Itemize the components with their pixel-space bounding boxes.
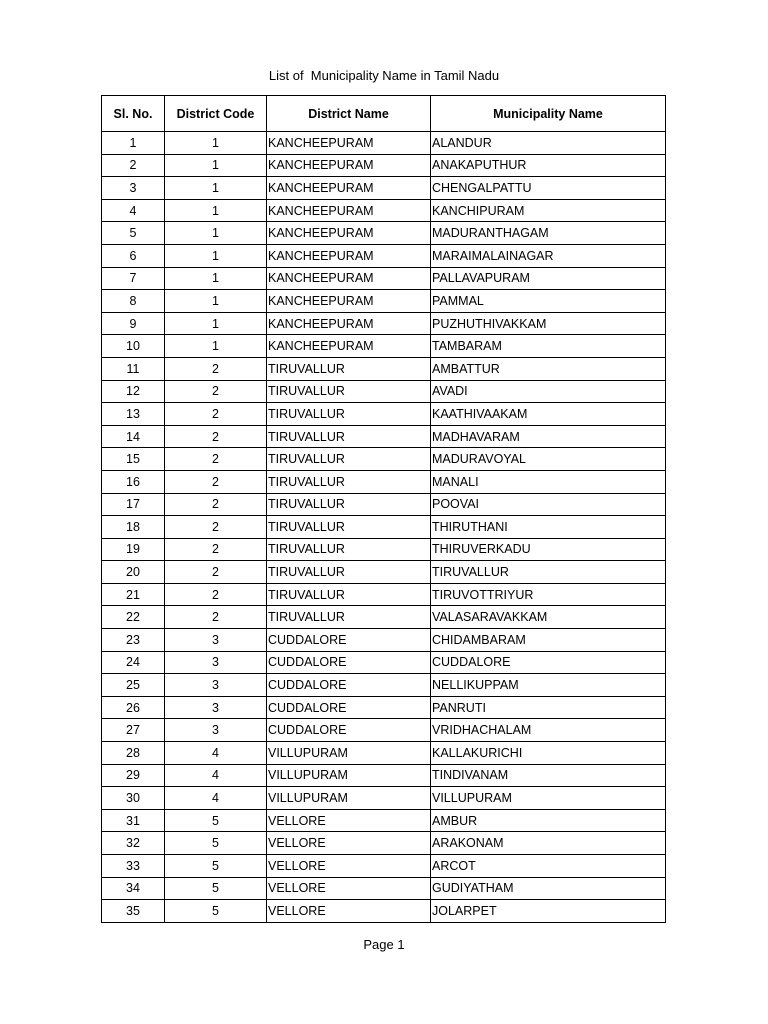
table-row xyxy=(102,222,666,245)
cell-municipality-name: KALLAKURICHI xyxy=(431,742,666,765)
cell-municipality-name: MADURAVOYAL xyxy=(431,448,666,471)
table-row xyxy=(102,719,666,742)
table-row xyxy=(102,606,666,629)
cell-sl-no: 14 xyxy=(102,425,165,448)
cell-district-name: TIRUVALLUR xyxy=(267,538,431,561)
table-row xyxy=(102,696,666,719)
cell-district-code: 2 xyxy=(165,357,267,380)
cell-sl-no: 20 xyxy=(102,561,165,584)
table-body xyxy=(102,132,666,923)
cell-municipality-name: TIRUVALLUR xyxy=(431,561,666,584)
table-row xyxy=(102,516,666,539)
table-row xyxy=(102,538,666,561)
cell-sl-no: 23 xyxy=(102,629,165,652)
cell-municipality-name: ARCOT xyxy=(431,855,666,878)
cell-district-name: KANCHEEPURAM xyxy=(267,244,431,267)
cell-municipality-name: POOVAI xyxy=(431,493,666,516)
cell-sl-no: 4 xyxy=(102,199,165,222)
cell-district-code: 4 xyxy=(165,764,267,787)
cell-district-code: 5 xyxy=(165,855,267,878)
cell-sl-no: 30 xyxy=(102,787,165,810)
cell-district-code: 3 xyxy=(165,651,267,674)
cell-district-code: 2 xyxy=(165,493,267,516)
cell-sl-no: 3 xyxy=(102,177,165,200)
cell-sl-no: 26 xyxy=(102,696,165,719)
table-row xyxy=(102,561,666,584)
cell-municipality-name: MADURANTHAGAM xyxy=(431,222,666,245)
cell-municipality-name: CHENGALPATTU xyxy=(431,177,666,200)
header-municipality-name: Municipality Name xyxy=(431,96,666,132)
cell-sl-no: 10 xyxy=(102,335,165,358)
cell-municipality-name: PALLAVAPURAM xyxy=(431,267,666,290)
cell-municipality-name: NELLIKUPPAM xyxy=(431,674,666,697)
cell-municipality-name: VRIDHACHALAM xyxy=(431,719,666,742)
cell-district-name: KANCHEEPURAM xyxy=(267,177,431,200)
cell-district-name: KANCHEEPURAM xyxy=(267,267,431,290)
cell-municipality-name: CHIDAMBARAM xyxy=(431,629,666,652)
table-row xyxy=(102,651,666,674)
cell-district-code: 5 xyxy=(165,877,267,900)
cell-district-code: 1 xyxy=(165,335,267,358)
cell-district-name: CUDDALORE xyxy=(267,674,431,697)
cell-district-code: 1 xyxy=(165,244,267,267)
table-row xyxy=(102,448,666,471)
cell-municipality-name: ALANDUR xyxy=(431,132,666,155)
header-sl-no: Sl. No. xyxy=(102,96,165,132)
cell-district-code: 2 xyxy=(165,403,267,426)
cell-district-code: 1 xyxy=(165,222,267,245)
cell-sl-no: 1 xyxy=(102,132,165,155)
table-row xyxy=(102,855,666,878)
cell-district-name: TIRUVALLUR xyxy=(267,403,431,426)
cell-district-code: 3 xyxy=(165,674,267,697)
cell-district-name: TIRUVALLUR xyxy=(267,470,431,493)
cell-district-code: 1 xyxy=(165,154,267,177)
table-row xyxy=(102,742,666,765)
cell-district-code: 3 xyxy=(165,629,267,652)
cell-district-code: 1 xyxy=(165,312,267,335)
cell-district-name: VELLORE xyxy=(267,900,431,923)
cell-municipality-name: ANAKAPUTHUR xyxy=(431,154,666,177)
cell-sl-no: 8 xyxy=(102,290,165,313)
table-row xyxy=(102,832,666,855)
table-row xyxy=(102,132,666,155)
cell-municipality-name: GUDIYATHAM xyxy=(431,877,666,900)
cell-district-code: 1 xyxy=(165,267,267,290)
cell-municipality-name: TIRUVOTTRIYUR xyxy=(431,583,666,606)
cell-district-code: 2 xyxy=(165,425,267,448)
cell-district-code: 5 xyxy=(165,900,267,923)
cell-sl-no: 12 xyxy=(102,380,165,403)
cell-district-name: KANCHEEPURAM xyxy=(267,312,431,335)
cell-district-code: 5 xyxy=(165,832,267,855)
cell-district-name: TIRUVALLUR xyxy=(267,448,431,471)
cell-district-code: 2 xyxy=(165,380,267,403)
table-row xyxy=(102,177,666,200)
cell-sl-no: 11 xyxy=(102,357,165,380)
cell-sl-no: 16 xyxy=(102,470,165,493)
cell-municipality-name: PUZHUTHIVAKKAM xyxy=(431,312,666,335)
table-row xyxy=(102,470,666,493)
cell-municipality-name: JOLARPET xyxy=(431,900,666,923)
header-district-code: District Code xyxy=(165,96,267,132)
cell-district-name: KANCHEEPURAM xyxy=(267,290,431,313)
cell-sl-no: 33 xyxy=(102,855,165,878)
table-row xyxy=(102,583,666,606)
cell-sl-no: 13 xyxy=(102,403,165,426)
table-row xyxy=(102,674,666,697)
cell-district-name: KANCHEEPURAM xyxy=(267,199,431,222)
cell-sl-no: 15 xyxy=(102,448,165,471)
cell-district-code: 4 xyxy=(165,742,267,765)
cell-municipality-name: KANCHIPURAM xyxy=(431,199,666,222)
cell-district-name: KANCHEEPURAM xyxy=(267,132,431,155)
cell-municipality-name: CUDDALORE xyxy=(431,651,666,674)
cell-sl-no: 18 xyxy=(102,516,165,539)
cell-district-name: TIRUVALLUR xyxy=(267,493,431,516)
cell-sl-no: 27 xyxy=(102,719,165,742)
cell-district-code: 1 xyxy=(165,177,267,200)
cell-municipality-name: TAMBARAM xyxy=(431,335,666,358)
table-row xyxy=(102,629,666,652)
municipality-table xyxy=(101,95,666,923)
cell-municipality-name: PANRUTI xyxy=(431,696,666,719)
page-number: Page 1 xyxy=(363,937,405,952)
cell-district-name: TIRUVALLUR xyxy=(267,357,431,380)
table-row xyxy=(102,290,666,313)
header-district-name: District Name xyxy=(267,96,431,132)
cell-district-name: TIRUVALLUR xyxy=(267,561,431,584)
cell-municipality-name: THIRUTHANI xyxy=(431,516,666,539)
cell-district-code: 4 xyxy=(165,787,267,810)
cell-sl-no: 34 xyxy=(102,877,165,900)
cell-district-code: 2 xyxy=(165,606,267,629)
cell-district-name: VILLUPURAM xyxy=(267,742,431,765)
cell-district-name: TIRUVALLUR xyxy=(267,583,431,606)
cell-municipality-name: ARAKONAM xyxy=(431,832,666,855)
cell-sl-no: 25 xyxy=(102,674,165,697)
cell-municipality-name: AVADI xyxy=(431,380,666,403)
cell-sl-no: 17 xyxy=(102,493,165,516)
cell-municipality-name: PAMMAL xyxy=(431,290,666,313)
cell-district-code: 3 xyxy=(165,696,267,719)
cell-sl-no: 5 xyxy=(102,222,165,245)
cell-municipality-name: AMBATTUR xyxy=(431,357,666,380)
cell-district-name: TIRUVALLUR xyxy=(267,606,431,629)
cell-district-code: 1 xyxy=(165,290,267,313)
table-row xyxy=(102,199,666,222)
table-row xyxy=(102,493,666,516)
table-row xyxy=(102,900,666,923)
cell-municipality-name: THIRUVERKADU xyxy=(431,538,666,561)
table-row xyxy=(102,809,666,832)
cell-municipality-name: MARAIMALAINAGAR xyxy=(431,244,666,267)
cell-sl-no: 7 xyxy=(102,267,165,290)
cell-municipality-name: VILLUPURAM xyxy=(431,787,666,810)
table-row xyxy=(102,787,666,810)
cell-district-name: KANCHEEPURAM xyxy=(267,222,431,245)
cell-municipality-name: AMBUR xyxy=(431,809,666,832)
cell-district-name: VELLORE xyxy=(267,809,431,832)
cell-sl-no: 24 xyxy=(102,651,165,674)
cell-municipality-name: MANALI xyxy=(431,470,666,493)
document-title: List of Municipality Name in Tamil Nadu xyxy=(268,68,500,83)
table-row xyxy=(102,312,666,335)
cell-sl-no: 35 xyxy=(102,900,165,923)
cell-municipality-name: MADHAVARAM xyxy=(431,425,666,448)
cell-district-name: KANCHEEPURAM xyxy=(267,335,431,358)
table-row xyxy=(102,877,666,900)
cell-district-code: 2 xyxy=(165,516,267,539)
cell-sl-no: 6 xyxy=(102,244,165,267)
table-row xyxy=(102,425,666,448)
cell-district-name: VELLORE xyxy=(267,832,431,855)
cell-district-code: 2 xyxy=(165,538,267,561)
cell-sl-no: 9 xyxy=(102,312,165,335)
table-row xyxy=(102,403,666,426)
cell-district-code: 2 xyxy=(165,448,267,471)
cell-sl-no: 19 xyxy=(102,538,165,561)
cell-sl-no: 31 xyxy=(102,809,165,832)
header-row xyxy=(102,96,666,132)
table-row xyxy=(102,154,666,177)
table-row xyxy=(102,357,666,380)
table-row xyxy=(102,267,666,290)
cell-district-name: VILLUPURAM xyxy=(267,787,431,810)
cell-district-name: CUDDALORE xyxy=(267,629,431,652)
table-header xyxy=(102,96,666,132)
cell-district-code: 1 xyxy=(165,199,267,222)
cell-district-name: VELLORE xyxy=(267,877,431,900)
cell-district-name: TIRUVALLUR xyxy=(267,425,431,448)
cell-district-name: CUDDALORE xyxy=(267,719,431,742)
cell-municipality-name: KAATHIVAAKAM xyxy=(431,403,666,426)
cell-district-code: 2 xyxy=(165,470,267,493)
cell-district-name: VELLORE xyxy=(267,855,431,878)
table-row xyxy=(102,764,666,787)
cell-municipality-name: TINDIVANAM xyxy=(431,764,666,787)
cell-municipality-name: VALASARAVAKKAM xyxy=(431,606,666,629)
cell-district-name: TIRUVALLUR xyxy=(267,516,431,539)
cell-district-name: CUDDALORE xyxy=(267,696,431,719)
table-row xyxy=(102,244,666,267)
cell-sl-no: 2 xyxy=(102,154,165,177)
cell-district-code: 5 xyxy=(165,809,267,832)
cell-district-name: CUDDALORE xyxy=(267,651,431,674)
cell-district-code: 2 xyxy=(165,583,267,606)
cell-district-code: 1 xyxy=(165,132,267,155)
cell-sl-no: 29 xyxy=(102,764,165,787)
cell-district-code: 2 xyxy=(165,561,267,584)
cell-district-name: VILLUPURAM xyxy=(267,764,431,787)
cell-district-name: KANCHEEPURAM xyxy=(267,154,431,177)
table-row xyxy=(102,335,666,358)
cell-sl-no: 28 xyxy=(102,742,165,765)
cell-sl-no: 32 xyxy=(102,832,165,855)
table-row xyxy=(102,380,666,403)
cell-district-name: TIRUVALLUR xyxy=(267,380,431,403)
cell-sl-no: 21 xyxy=(102,583,165,606)
cell-district-code: 3 xyxy=(165,719,267,742)
cell-sl-no: 22 xyxy=(102,606,165,629)
